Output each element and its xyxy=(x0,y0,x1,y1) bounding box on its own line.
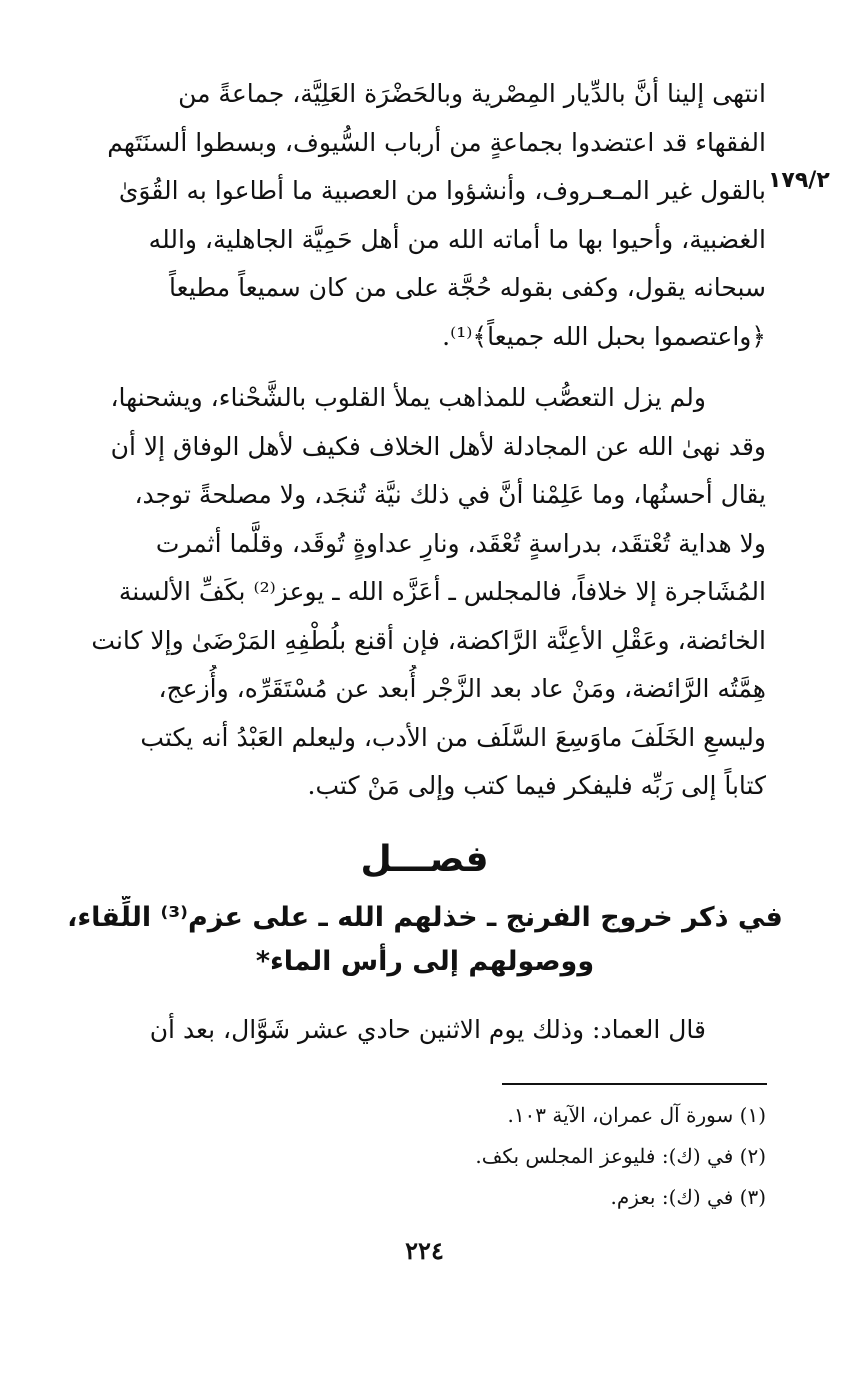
text-line: ولا هداية تُعْتقَد، بدراسةٍ تُعْقَد، ونارِ عداوةٍ تُوقَد، وقلَّما أثمرت xyxy=(155,528,766,558)
section-heading: فصـــل xyxy=(360,839,489,880)
text-line: انتهى إلينا أنَّ بالدِّيار المِصْرية وبالحَضْرَة العَلِيَّة، جماعةً من xyxy=(178,79,766,108)
text-line: الخائضة، وعَقْلِ الأعِنَّة الرَّاكضة، فإن أقنع بلُطْفِهِ المَرْضَىٰ وإلا كانت xyxy=(91,625,766,655)
text-line: هِمَّتُه الرَّائضة، ومَنْ عاد بعد الزَّجْر أُبعد عن مُسْتَقَرِّه، وأُزعج، xyxy=(158,674,766,703)
text-line: المُشَاجرة إلا خلافاً، فالمجلس ـ أعَزَّه الله ـ يوعز⁽²⁾ بكَفِّ الألسنة xyxy=(118,577,766,606)
text-line: وليسعِ الخَلَفَ ماوَسِعَ السَّلَف من الأدب، وليعلم العَبْدُ أنه يكتب xyxy=(140,722,766,752)
section-subtitle-line-1: في ذكر خروج الفرنج ـ خذلهم الله ـ على عزم⁽³⁾ اللِّقاء، xyxy=(67,902,783,933)
text-line: الغضبية، وأحيوا بها ما أماته الله من أهل حَمِيَّة الجاهلية، والله xyxy=(148,224,766,254)
text-line: ولم يزل التعصُّب للمذاهب يملأ القلوب بالشَّحْناء، ويشحنها، xyxy=(110,383,706,412)
paragraph-1 xyxy=(70,70,766,361)
text-line: الفقهاء قد اعتضدوا بجماعةٍ من أرباب السُّيوف، وبسطوا ألسنَتَهم xyxy=(107,127,766,157)
page-number: ٢٢٤ xyxy=(405,1236,444,1265)
footnote-3: (٣) في (ك): بعزم. xyxy=(610,1185,766,1209)
section-subtitle-line-2: ووصولهم إلى رأس الماء* xyxy=(255,946,595,977)
footnote-1: (١) سورة آل عمران، الآية ١٠٣. xyxy=(507,1103,766,1127)
footnote-divider xyxy=(502,1083,767,1085)
footnotes xyxy=(300,1095,766,1218)
text-line: بالقول غير المـعـروف، وأنشؤوا من العصبية ما أطاعوا به القُوَىٰ xyxy=(118,176,766,205)
margin-reference-note: ١٧٩/٢ xyxy=(768,168,830,193)
paragraph-2 xyxy=(70,374,766,811)
paragraph-3 xyxy=(70,1006,766,1055)
text-line: يقال أحسنُها، وما عَلِمْنا أنَّ في ذلك نيَّة تُنجَد، ولا مصلحةً توجد، xyxy=(134,480,766,509)
text-line: وقد نهىٰ الله عن المجادلة لأهل الخلاف فكيف لأهل الوفاق إلا أن xyxy=(110,431,766,461)
text-line: سبحانه يقول، وكفى بقوله حُجَّة على من كان سميعاً مطيعاً xyxy=(169,273,766,302)
section-subtitle xyxy=(60,896,790,984)
text-line: قال العماد: وذلك يوم الاثنين حادي عشر شَوَّال، بعد أن xyxy=(149,1015,706,1044)
text-line: كتاباً إلى رَبِّه فليفكر فيما كتب وإلى مَنْ كتب. xyxy=(307,771,766,800)
quran-quote-line: ﴿واعتصموا بحبل الله جميعاً﴾⁽¹⁾. xyxy=(442,321,766,351)
footnote-2: (٢) في (ك): فليوعز المجلس بكف. xyxy=(475,1144,766,1168)
